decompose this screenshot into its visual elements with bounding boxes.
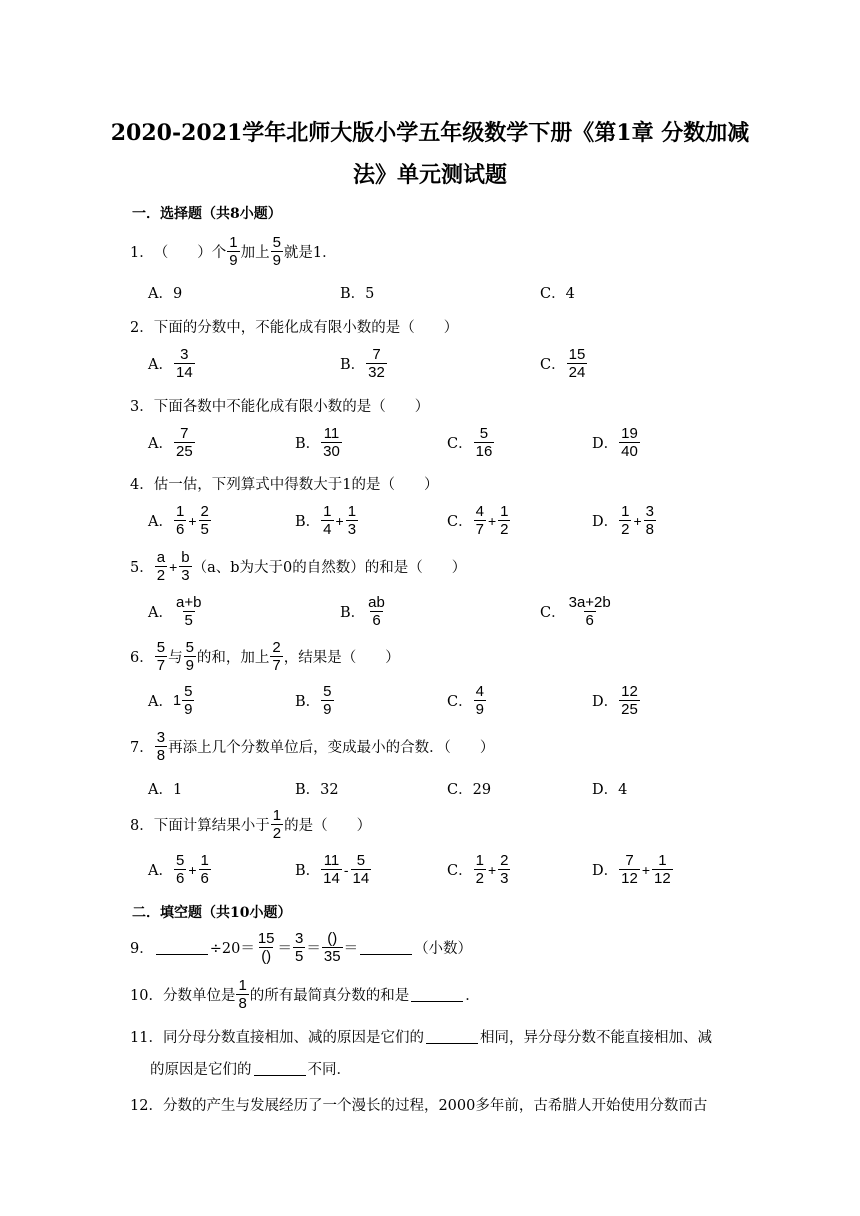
q2-option-b[interactable]: B． $\frac{7}{32}$ xyxy=(340,346,385,381)
question-6: 6． $\frac{5}{7}$ 与 $\frac{5}{9}$ 的和，加上 $\frac{2}{7}$ ，结果是（ ） xyxy=(130,639,400,674)
q3-option-a[interactable]: A． $\frac{7}{25}$ xyxy=(148,425,193,460)
q1-option-a[interactable]: A．9 xyxy=(148,286,183,302)
q1-mid: 加上 xyxy=(240,245,270,261)
question-12: 12．分数的产生与发展经历了一个漫长的过程，2000多年前，古希腊人开始使用分数而古 xyxy=(130,1098,708,1114)
q8-option-b[interactable]: B． $\frac{11}{14}$ - $\frac{5}{14}$ xyxy=(295,852,370,887)
q7-option-a[interactable]: A．1 xyxy=(148,782,183,798)
q7-option-c[interactable]: C．29 xyxy=(447,782,492,798)
question-10: 10． 分数单位是 $\frac{1}{8}$ 的所有最简真分数的和是 ． xyxy=(130,977,480,1012)
question-8: 8． 下面计算结果小于 $\frac{1}{2}$ 的是（ ） xyxy=(130,807,372,842)
q8-option-c[interactable]: C． $\frac{1}{2}$ + $\frac{2}{3}$ xyxy=(447,852,509,887)
q10-blank[interactable] xyxy=(411,987,463,1002)
q7-option-d[interactable]: D．4 xyxy=(592,782,628,798)
q7-option-b[interactable]: B．32 xyxy=(295,782,339,798)
q6-option-b[interactable]: B． $\frac{5}{9}$ xyxy=(295,683,332,718)
q6-option-a[interactable]: A． 1 $\frac{5}{9}$ xyxy=(148,683,193,718)
q5-option-c[interactable]: C． $\frac{3a+2b}{6}$ xyxy=(540,594,611,629)
q3-option-b[interactable]: B． $\frac{11}{30}$ xyxy=(295,425,340,460)
q4-option-b[interactable]: B． $\frac{1}{4}$ + $\frac{1}{3}$ xyxy=(295,503,357,538)
q4-option-c[interactable]: C． $\frac{4}{7}$ + $\frac{1}{2}$ xyxy=(447,503,509,538)
question-4: 4．估一估，下列算式中得数大于1的是（ ） xyxy=(130,477,439,493)
q4-option-a[interactable]: A． $\frac{1}{6}$ + $\frac{2}{5}$ xyxy=(148,503,209,538)
q8-option-d[interactable]: D． $\frac{7}{12}$ + $\frac{1}{12}$ xyxy=(592,852,671,887)
q1-number: 1． xyxy=(130,245,154,261)
q2-option-a[interactable]: A． $\frac{3}{14}$ xyxy=(148,346,193,381)
question-9: 9． ÷20＝ $\frac{15}{()}$ ＝ $\frac{3}{5}$ ＝ $\frac{()}{35}$ ＝ （小数） xyxy=(130,930,473,965)
q6-option-d[interactable]: D． $\frac{12}{25}$ xyxy=(592,683,638,718)
q1-fraction-2: $\frac{5}{9}$ xyxy=(272,234,281,269)
doc-title-line2: 法》单元测试题 xyxy=(352,162,507,188)
question-11-line2: 的原因是它们的 不同． xyxy=(150,1062,351,1078)
q5-option-b[interactable]: B． $\frac{ab}{6}$ xyxy=(340,594,385,629)
question-2: 2．下面的分数中，不能化成有限小数的是（ ） xyxy=(130,320,459,336)
q3-option-c[interactable]: C． $\frac{5}{16}$ xyxy=(447,425,493,460)
question-5: 5． $\frac{a}{2}$ + $\frac{b}{3}$ （a、b为大于0的自然数）的和是（ ） xyxy=(130,549,467,584)
q11-blank-2[interactable] xyxy=(254,1061,306,1076)
q1-pre: （ ）个 xyxy=(153,245,227,261)
q3-option-d[interactable]: D． $\frac{19}{40}$ xyxy=(592,425,638,460)
section-heading-fill: 二．填空题（共10小题） xyxy=(132,905,292,921)
q9-blank-1[interactable] xyxy=(156,940,208,955)
q9-blank-2[interactable] xyxy=(360,940,412,955)
q1-option-c[interactable]: C．4 xyxy=(540,286,575,302)
q2-option-c[interactable]: C． $\frac{15}{24}$ xyxy=(540,346,586,381)
question-3: 3．下面各数中不能化成有限小数的是（ ） xyxy=(130,399,430,415)
question-11: 11．同分母分数直接相加、减的原因是它们的 相同，异分母分数不能直接相加、减 xyxy=(130,1030,712,1046)
q1-post: 就是1． xyxy=(283,245,337,261)
q1-option-b[interactable]: B．5 xyxy=(340,286,375,302)
q8-option-a[interactable]: A． $\frac{5}{6}$ + $\frac{1}{6}$ xyxy=(148,852,209,887)
q11-blank-1[interactable] xyxy=(426,1029,478,1044)
q5-option-a[interactable]: A． $\frac{a+b}{5}$ xyxy=(148,594,202,629)
question-7: 7． $\frac{3}{8}$ 再添上几个分数单位后，变成最小的合数．（ ） xyxy=(130,729,495,764)
question-1 xyxy=(130,234,337,269)
q4-option-d[interactable]: D． $\frac{1}{2}$ + $\frac{3}{8}$ xyxy=(592,503,655,538)
q1-fraction-1: $\frac{1}{9}$ xyxy=(229,234,238,269)
q6-option-c[interactable]: C． $\frac{4}{9}$ xyxy=(447,683,484,718)
section-heading-choice: 一．选择题（共8小题） xyxy=(132,206,282,222)
doc-title-line1: 2020-2021学年北师大版小学五年级数学下册《第1章 分数加减 xyxy=(110,120,750,146)
